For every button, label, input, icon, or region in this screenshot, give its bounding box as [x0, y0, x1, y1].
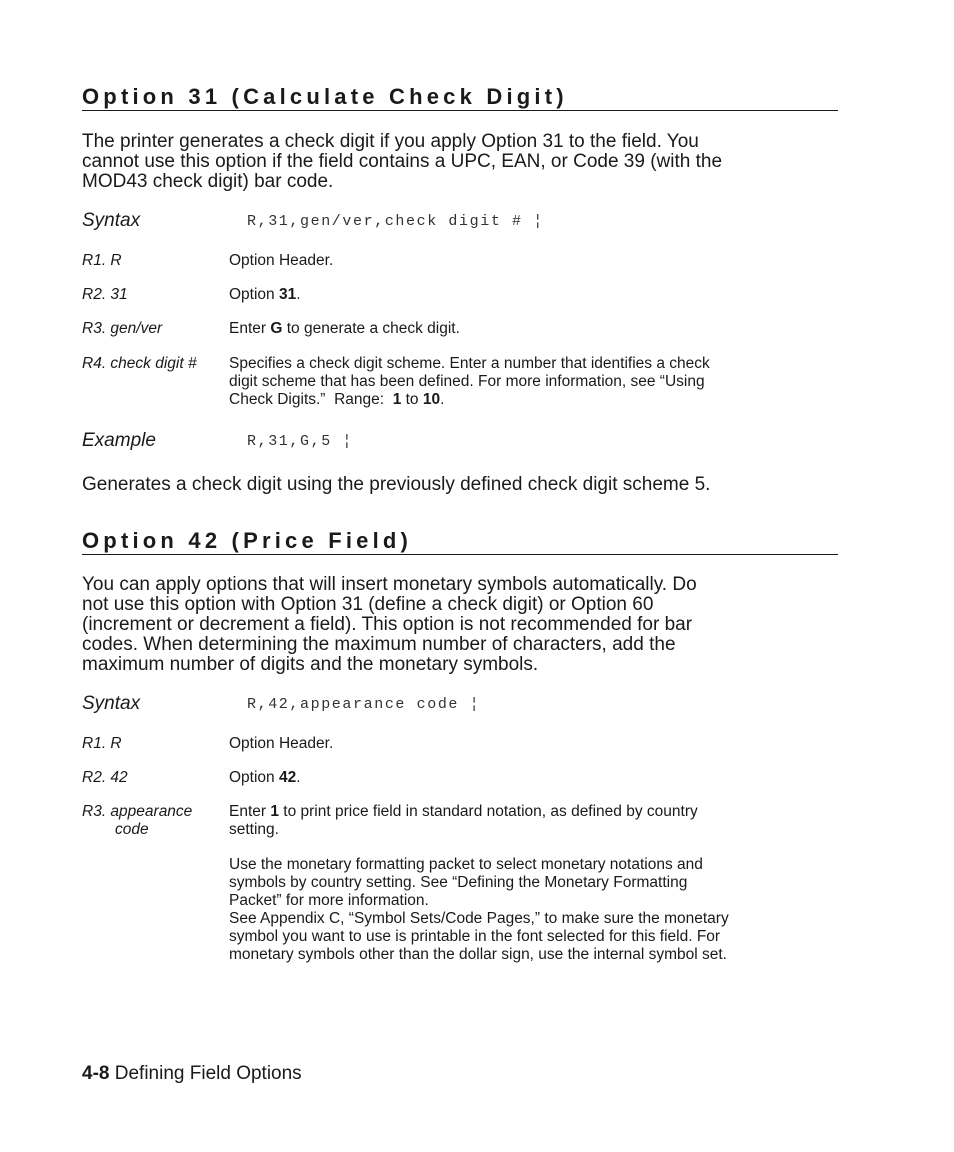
- monetary-notes: Use the monetary formatting packet to select monetary notations and symbols by country setting. See “Defining the Monetary Formatting Packet” for more information. See Appendix C, “Symbol Sets/Code Pages,” to make sure the monetary symbol you want to use is printable in the font selected for this field. For monetary symbols other than the dollar sign, use the internal symbol set.: [229, 856, 729, 963]
- param-label-r1: R1. R: [82, 252, 122, 269]
- syntax-code: R,31,gen/ver,check digit # ¦: [247, 213, 544, 230]
- option-42-intro: You can apply options that will insert monetary symbols automatically. Do not use this option with Option 31 (define a check digit) or Option 60 (increment or decrement a field). This option is not recommended for bar codes. When determining the maximum number of characters, add the maximum number of digits and the monetary symbols.: [82, 574, 697, 675]
- param-label-42-r3: R3. appearance code: [82, 803, 193, 838]
- param-desc-r3: Enter G to generate a check digit.: [229, 320, 460, 337]
- example-code: R,31,G,5 ¦: [247, 433, 354, 450]
- option-31-intro: The printer generates a check digit if you apply Option 31 to the field. You cannot use this option if the field contains a UPC, EAN, or Code 39 (with the MOD43 check digit) bar code.: [82, 131, 723, 192]
- param-desc-42-r3: Enter 1 to print price field in standard notation, as defined by country setting.: [229, 803, 698, 838]
- param-desc-42-r2: Option 42.: [229, 769, 301, 786]
- param-label-r3: R3. gen/ver: [82, 320, 163, 337]
- page-footer: [82, 1063, 302, 1085]
- section-heading-option-31: Option 31 (Calculate Check Digit): [82, 84, 838, 111]
- param-desc-42-r1: Option Header.: [229, 735, 334, 752]
- footer-title: Defining Field Options: [114, 1063, 302, 1084]
- param-label-42-r1: R1. R: [82, 735, 122, 752]
- param-desc-r4: Specifies a check digit scheme. Enter a number that identifies a check digit scheme that has been defined. For more information, see “Using Check Digits.” Range: 1 to 10.: [229, 355, 710, 408]
- param-desc-r2: Option 31.: [229, 286, 301, 303]
- syntax-label: Syntax: [82, 210, 141, 231]
- syntax-code-42: R,42,appearance code ¦: [247, 696, 481, 713]
- param-label-r2: R2. 31: [82, 286, 128, 303]
- param-label-r4: R4. check digit #: [82, 355, 197, 372]
- example-description: Generates a check digit using the previously defined check digit scheme 5.: [82, 474, 711, 495]
- param-desc-r1: Option Header.: [229, 252, 334, 269]
- page-number: 4-8: [82, 1063, 110, 1084]
- section-heading-option-42: Option 42 (Price Field): [82, 528, 838, 555]
- example-label: Example: [82, 430, 156, 451]
- syntax-label-42: Syntax: [82, 693, 141, 714]
- param-label-42-r2: R2. 42: [82, 769, 128, 786]
